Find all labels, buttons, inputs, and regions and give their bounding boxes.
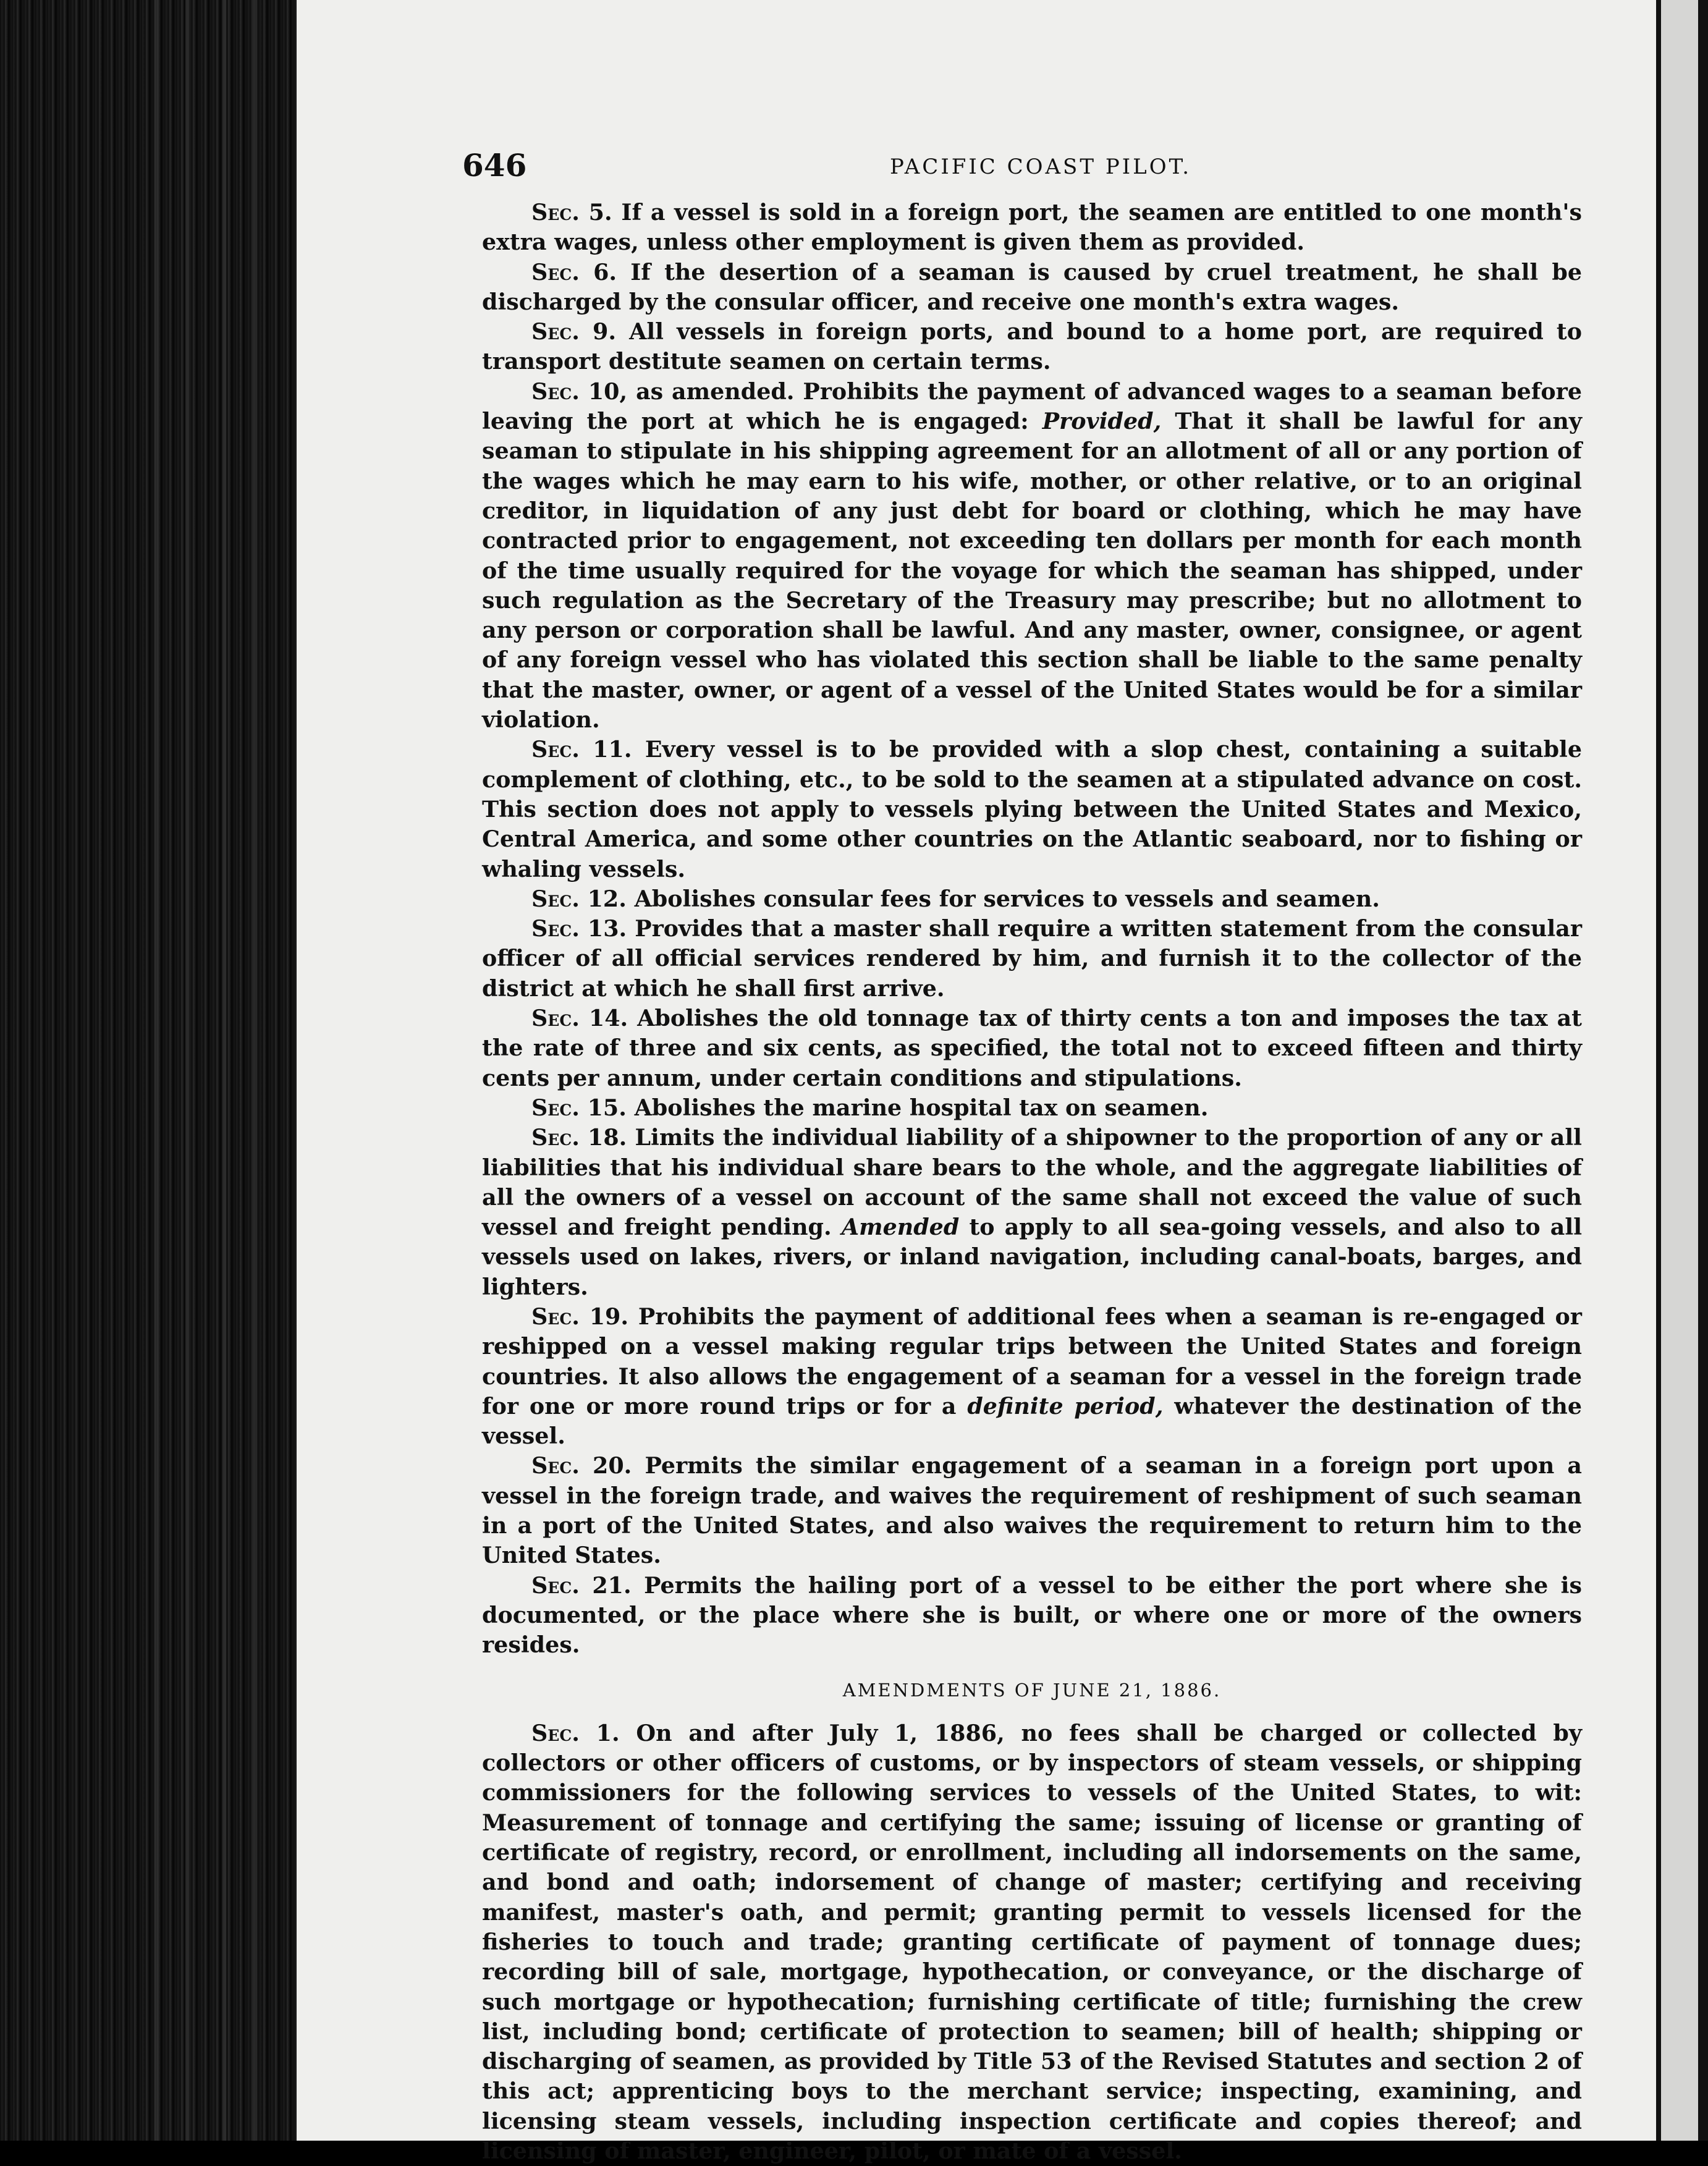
italic-term: Amended bbox=[841, 1214, 960, 1241]
section-text: Every vessel is to be provided with a slop chest, containing a suitable complement of clothing, etc., to be sold to the seamen at a stipulated advance on cost. This section does not apply to vessels plying between the United States and Mexico, Central America, and some other countries on the Atlantic seaboard, nor to fishing or whaling vessels. bbox=[482, 736, 1583, 882]
section-text: Prohibits the payment of additional fees when a seaman is re-engaged or reshipped on a vessel making regular trips between the United States and foreign countries. It also allows the engagement of a seaman for a vessel in the foreign trade for one or more round trips or for a bbox=[482, 1303, 1582, 1419]
book-page bbox=[297, 0, 1656, 2164]
section-label: Sec. 19. bbox=[531, 1303, 629, 1330]
running-head bbox=[297, 147, 1656, 184]
section-text: Limits the individual liability of a shipowner to the proportion of any or all liabilities that his individual share bears to the whole, and the aggregate liabilities of all the owners of a vessel on account of the same shall not exceed the value of such vessel and freight pending. bbox=[482, 1124, 1582, 1241]
section-text: Abolishes the marine hospital tax on seamen. bbox=[634, 1094, 1209, 1121]
body-text bbox=[482, 198, 1582, 2166]
section-label: Sec. 21. bbox=[531, 1572, 632, 1599]
section-text: If the desertion of a seaman is caused by cruel treatment, he shall be discharged by the consular officer, and receive one month's extra wages. bbox=[482, 258, 1582, 315]
section-label: Sec. 20. bbox=[531, 1452, 632, 1479]
section-paragraph bbox=[482, 1004, 1582, 1093]
section-text: to apply to all sea-going vessels, and also to all vessels used on lakes, rivers, or inland navigation, including canal-boats, barges, and lighters. bbox=[482, 1214, 1583, 1300]
section-text: If a vessel is sold in a foreign port, the seamen are entitled to one month's extra wages, unless other employment is given them as provided. bbox=[482, 199, 1583, 256]
section-text: Permits the similar engagement of a seaman in a foreign port upon a vessel in the foreign trade, and waives the requirement of reshipment of such seaman in a port of the United States, and also waives the requirement to return him to the United States. bbox=[482, 1452, 1582, 1569]
section-text: as amended. Prohibits the payment of advanced wages to a seaman before leaving the port at which he is engaged: bbox=[482, 378, 1582, 435]
section-paragraph bbox=[482, 1302, 1582, 1451]
adjacent-page-edge bbox=[1656, 0, 1708, 2141]
section-text: On and after July 1, 1886, no fees shall be charged or collected by collectors or other officers of customs, or by inspectors of steam vessels, or shipping commissioners for the following services to vessels of the United States, to wit: Measurement of tonnage and certifying the same; issuing of license or granting of certificate of registry, record, or enrollment, including all indorsements on the same, and bond and oath; indorsement of change of master; certifying and receiving manifest, master's oath, and permit; granting permit to vessels licensed for the fisheries to touch and trade; granting certificate of payment of tonnage dues; recording bill of sale, mortgage, hypothecation, or conveyance, or the discharge of such mortgage or hypothecation; furnishing certificate of title; furnishing the crew list, including bond; certificate of protection to seamen; bill of health; shipping or discharging of seamen, as provided by Title 53 of the Revised Statutes and section 2 of this act; apprenticing boys to the merchant service; inspecting, examining, and licensing steam vessels, including inspection certificate and copies thereof; and licensing of master, engineer, pilot, or mate of a vessel. bbox=[482, 1719, 1583, 2164]
section-paragraph bbox=[482, 377, 1582, 735]
section-paragraph bbox=[482, 1571, 1582, 1660]
section-text: That it shall be lawful for any seaman to stipulate in his shipping agreement for an allotment of all or any portion of the wages which he may earn to his wife, mother, or other relative, or to an original creditor, in liquidation of any just debt for board or clothing, which he may have contracted prior to engagement, not exceeding ten dollars per month for each month of the time usually required for the voyage for which the seaman has shipped, under such regulation as the Secretary of the Treasury may prescribe; but no allotment to any person or corporation shall be lawful. And any master, owner, consignee, or agent of any foreign vessel who has violated this section shall be liable to the same penalty that the master, owner, or agent of a vessel of the United States would be for a similar violation. bbox=[482, 408, 1583, 734]
section-paragraph bbox=[482, 317, 1582, 377]
amendments-heading: AMENDMENTS OF JUNE 21, 1886. bbox=[842, 1679, 1222, 1701]
book-spine-edge bbox=[0, 0, 297, 2141]
section-label: Sec. 1. bbox=[531, 1719, 620, 1746]
section-label: Sec. 10, bbox=[531, 378, 628, 405]
section-label: Sec. 5. bbox=[531, 199, 612, 226]
running-title: PACIFIC COAST PILOT. bbox=[890, 154, 1192, 179]
section-paragraph bbox=[482, 198, 1582, 258]
section-label: Sec. 15. bbox=[531, 1094, 627, 1121]
section-paragraph bbox=[482, 914, 1582, 1004]
section-paragraph bbox=[482, 1093, 1582, 1123]
page-number: 646 bbox=[462, 147, 527, 184]
section-label: Sec. 13. bbox=[531, 915, 627, 942]
section-paragraph bbox=[482, 1451, 1582, 1570]
italic-term: Provided, bbox=[1042, 408, 1162, 435]
section-label: Sec. 11. bbox=[531, 736, 632, 763]
section-text: Permits the hailing port of a vessel to be either the port where she is documented, or the place where she is built, or where one or more of the owners resides. bbox=[482, 1572, 1582, 1659]
section-paragraph bbox=[482, 1719, 1582, 2166]
section-label: Sec. 12. bbox=[531, 885, 627, 912]
section-text: whatever the destination of the vessel. bbox=[482, 1392, 1583, 1450]
section-paragraph bbox=[482, 735, 1582, 884]
section-text: Provides that a master shall require a written statement from the consular officer of all official services rendered by him, and furnish it to the collector of the district at which he shall first arrive. bbox=[482, 915, 1583, 1002]
section-label: Sec. 6. bbox=[531, 258, 617, 286]
italic-term: definite period, bbox=[967, 1392, 1164, 1419]
section-label: Sec. 14. bbox=[531, 1005, 628, 1032]
section-text: Abolishes the old tonnage tax of thirty cents a ton and imposes the tax at the rate of three and six cents, as specified, the total not to exceed fifteen and thirty cents per annum, under certain conditions and stipulations. bbox=[482, 1005, 1582, 1091]
section-text: Abolishes consular fees for services to vessels and seamen. bbox=[634, 885, 1380, 912]
section-paragraph bbox=[482, 884, 1582, 914]
section-paragraph bbox=[482, 1123, 1582, 1302]
section-label: Sec. 18. bbox=[531, 1124, 627, 1151]
section-label: Sec. 9. bbox=[531, 318, 616, 345]
section-paragraph bbox=[482, 258, 1582, 318]
section-text: All vessels in foreign ports, and bound to a home port, are required to transport destitute seamen on certain terms. bbox=[482, 318, 1582, 375]
